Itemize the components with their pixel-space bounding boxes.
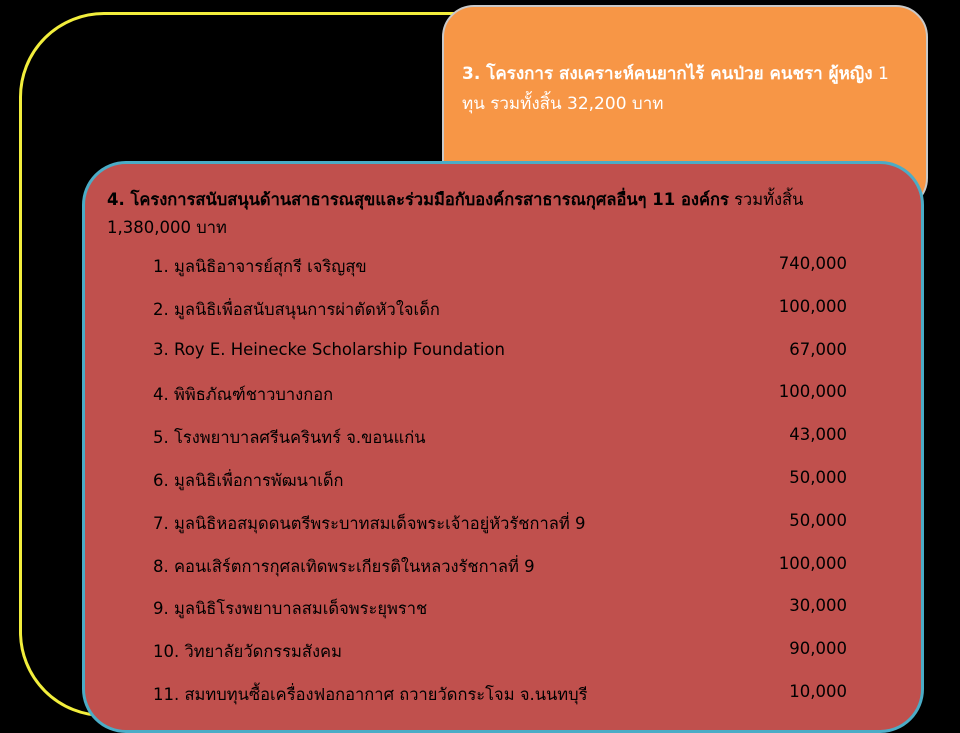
project-4-box: [82, 161, 924, 733]
donation-row: [85, 639, 921, 669]
donation-row: [85, 511, 921, 541]
donation-amount: 100,000: [778, 296, 847, 316]
donation-amount: 100,000: [778, 382, 847, 402]
project-4-heading: [107, 186, 867, 242]
donation-row: [85, 340, 921, 370]
donation-amount: 740,000: [778, 254, 847, 273]
donation-recipient: 8. คอนเสิร์ตการกุศลเทิดพระเกียรติในหลวงรัชกาลที่ 9: [153, 556, 535, 576]
donation-recipient: 5. โรงพยาบาลศรีนครินทร์ จ.ขอนแก่น: [153, 428, 426, 448]
donation-recipient: 3. Roy E. Heinecke Scholarship Foundation: [153, 339, 505, 359]
donation-row: [85, 382, 921, 412]
donation-row: [85, 297, 921, 327]
project-3-detail: 1 ทุน รวมทั้งสิ้น 32,200 บาท: [462, 64, 889, 114]
donation-row: [85, 425, 921, 455]
donation-recipient: 9. มูลนิธิโรงพยาบาลสมเด็จพระยุพราช: [153, 599, 428, 619]
project-3-text: [462, 59, 910, 119]
donation-row: [85, 682, 921, 712]
donation-amount: 30,000: [789, 596, 847, 616]
donation-amount: 50,000: [789, 510, 847, 530]
donation-recipient: 10. วิทยาลัยวัดกรรมสังคม: [153, 642, 342, 662]
donation-recipient: 4. พิพิธภัณฑ์ชาวบางกอก: [153, 385, 334, 405]
donation-row: [85, 468, 921, 498]
donation-amount: 10,000: [789, 682, 847, 701]
donation-recipient: 1. มูลนิธิอาจารย์สุกรี เจริญสุข: [153, 257, 367, 276]
donation-amount: 43,000: [789, 425, 847, 445]
donation-amount: 67,000: [789, 339, 847, 359]
donation-recipient: 11. สมทบทุนซื้อเครื่องฟอกอากาศ ถวายวัดกระโจม จ.นนทบุรี: [153, 685, 588, 704]
project-4-title: 4. โครงการสนับสนุนด้านสาธารณสุขและร่วมมือกับองค์กรสาธารณกุศลอื่นๆ 11 องค์กร: [107, 190, 729, 209]
donation-amount: 90,000: [789, 639, 847, 659]
donation-recipient: 2. มูลนิธิเพื่อสนับสนุนการผ่าตัดหัวใจเด็ก: [153, 299, 440, 319]
project-3-title: 3. โครงการ สงเคราะห์คนยากไร้ คนป่วย คนชรา ผู้หญิง: [462, 64, 873, 84]
donation-row: [85, 596, 921, 626]
donation-recipient: 7. มูลนิธิหอสมุดดนตรีพระบาทสมเด็จพระเจ้าอยู่หัวรัชกาลที่ 9: [153, 513, 586, 533]
donation-row: [85, 554, 921, 584]
project-4-detail: รวมทั้งสิ้น 1,380,000 บาท: [107, 190, 804, 237]
donation-recipient: 6. มูลนิธิเพื่อการพัฒนาเด็ก: [153, 471, 344, 490]
donation-amount: 100,000: [778, 553, 847, 573]
donation-amount: 50,000: [789, 468, 847, 487]
donation-row: [85, 254, 921, 284]
